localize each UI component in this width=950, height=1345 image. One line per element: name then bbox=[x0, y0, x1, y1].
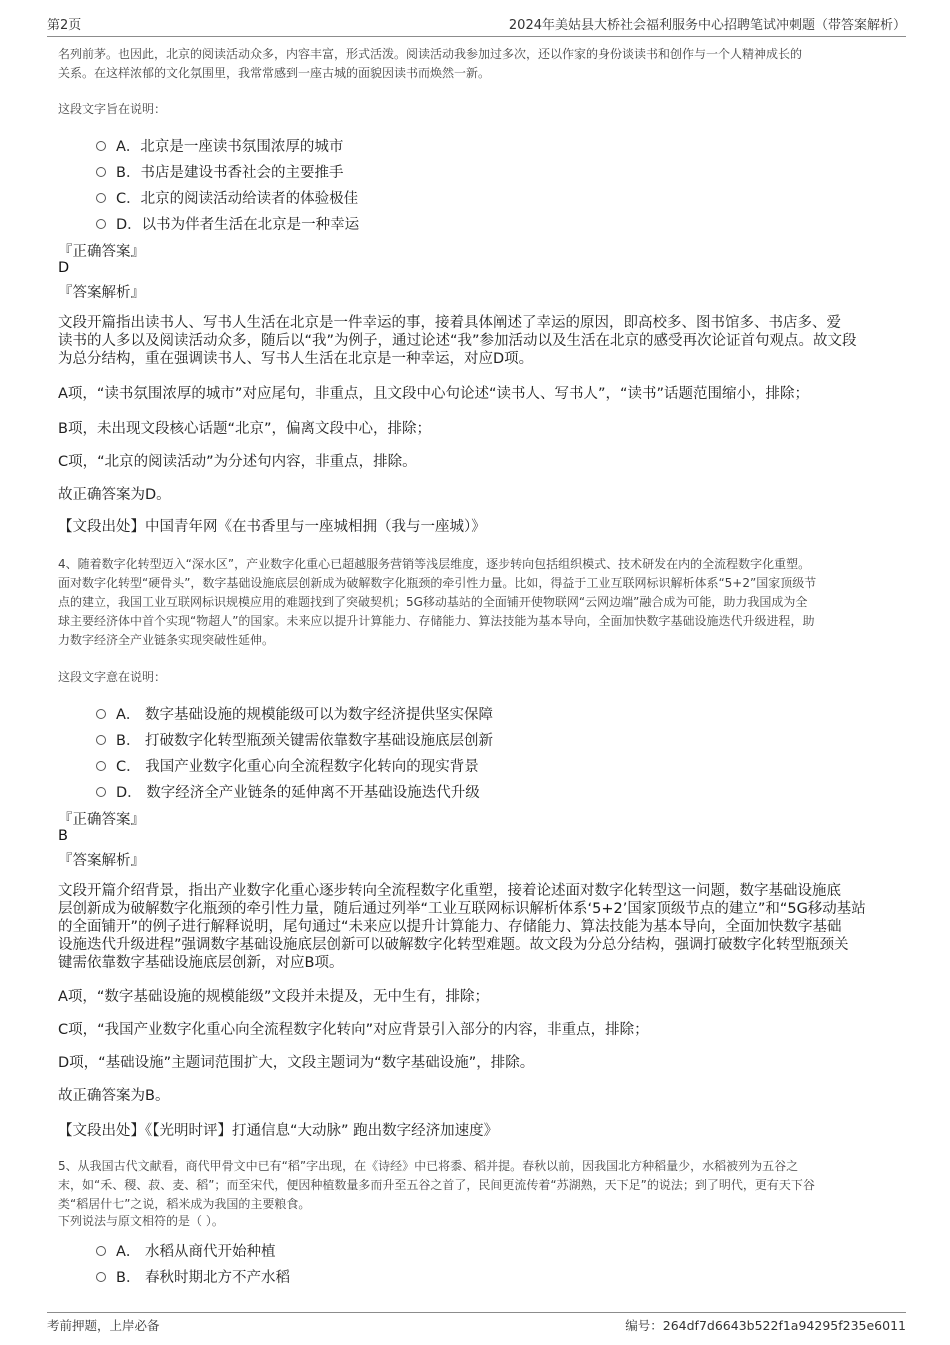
q3-source: 【文段出处】中国青年网《在书香里与一座城相拥（我与一座城）》 bbox=[58, 519, 486, 535]
q5-option-a[interactable] bbox=[96, 1240, 276, 1261]
q4-option-c[interactable] bbox=[96, 755, 479, 776]
q4-analysis-label: 『答案解析』 bbox=[58, 853, 145, 869]
q4-option-a[interactable] bbox=[96, 703, 493, 724]
q5-option-b[interactable] bbox=[96, 1266, 290, 1287]
stem-line: 下列说法与原文相符的是（ ）。 bbox=[58, 1214, 224, 1228]
q4-option-d[interactable] bbox=[96, 781, 480, 802]
q4-answer-label: 『正确答案』 bbox=[58, 812, 145, 828]
q3-answer-label: 『正确答案』 bbox=[58, 244, 145, 260]
option-label: B．书店是建设书香社会的主要推手 bbox=[116, 165, 344, 181]
radio-icon[interactable] bbox=[96, 141, 106, 151]
stem-line: 力数字经济全产业链条实现突破性延伸。 bbox=[58, 633, 275, 647]
stem-line: 面对数字化转型“硬骨头”，数字基础设施底层创新成为破解数字化瓶颈的牵引性力量。比如，得益于工业互联网标识解析体系“5+2”国家顶级节 bbox=[58, 576, 817, 590]
analysis-line: 文段开篇指出读书人、写书人生活在北京是一件幸运的事，接着具体阐述了幸运的原因，即高校多、图书馆多、书店多、爱 bbox=[58, 315, 841, 331]
q4-note-d: D项，“基础设施”主题词范围扩大，文段主题词为“数字基础设施”，排除。 bbox=[58, 1055, 535, 1071]
option-label: C．北京的阅读活动给读者的体验极佳 bbox=[116, 191, 359, 207]
radio-icon[interactable] bbox=[96, 219, 106, 229]
analysis-line: 层创新成为破解数字化瓶颈的牵引性力量，随后通过列举“工业互联网标识解析体系‘5+2’国家顶级节点的建立”和“5G移动基站 bbox=[58, 901, 866, 917]
q3-note-c: C项，“北京的阅读活动”为分述句内容，非重点，排除。 bbox=[58, 454, 417, 470]
option-label: D．以书为伴者生活在北京是一种幸运 bbox=[116, 217, 360, 233]
q3-analysis bbox=[58, 314, 857, 368]
q4-note-a: A项，“数字基础设施的规模能级”文段并未提及，无中生有，排除； bbox=[58, 989, 489, 1005]
option-label: A．北京是一座读书氛围浓厚的城市 bbox=[116, 139, 344, 155]
stem-line: 4、随着数字化转型迈入“深水区”，产业数字化重心已超越服务营销等浅层维度，逐步转向包括组织模式、技术研发在内的全流程数字化重塑。 bbox=[58, 557, 811, 571]
radio-icon[interactable] bbox=[96, 787, 106, 797]
q4-note-c: C项，“我国产业数字化重心向全流程数字化转向”对应背景引入部分的内容，非重点，排除； bbox=[58, 1022, 649, 1038]
analysis-line: 的全面铺开”的例子进行解释说明，尾句通过“未来应以提升计算能力、存储能力、算法技能为基本导向，全面加快数字基础 bbox=[58, 919, 842, 935]
q3-option-d[interactable] bbox=[96, 213, 359, 234]
q3-option-a[interactable] bbox=[96, 135, 343, 156]
page-footer bbox=[47, 1312, 906, 1335]
option-label: A． 数字基础设施的规模能级可以为数字经济提供坚实保障 bbox=[116, 707, 494, 723]
q4-answer: B bbox=[58, 828, 68, 844]
analysis-line: 文段开篇介绍背景，指出产业数字化重心逐步转向全流程数字化重塑，接着论述面对数字化转型这一问题，数字基础设施底 bbox=[58, 883, 841, 899]
q3-conclusion: 故正确答案为D。 bbox=[58, 487, 171, 503]
radio-icon[interactable] bbox=[96, 709, 106, 719]
q3-answer: D bbox=[58, 260, 70, 276]
q4-stem bbox=[58, 555, 816, 650]
radio-icon[interactable] bbox=[96, 735, 106, 745]
stem-line: 5、从我国古代文献看，商代甲骨文中已有“稻”字出现，在《诗经》中已将黍、稻并提。春秋以前，因我国北方种稻量少，水稻被列为五谷之 bbox=[58, 1159, 799, 1173]
option-label: B． 春秋时期北方不产水稻 bbox=[116, 1270, 291, 1286]
passage-line: 关系。在这样浓郁的文化氛围里，我常常感到一座古城的面貌因读书而焕然一新。 bbox=[58, 66, 491, 80]
radio-icon[interactable] bbox=[96, 193, 106, 203]
document-title: 2024年美姑县大桥社会福利服务中心招聘笔试冲刺题（带答案解析） bbox=[508, 18, 906, 33]
option-label: D． 数字经济全产业链条的延伸离不开基础设施迭代升级 bbox=[116, 785, 480, 801]
analysis-line: 键需依靠数字基础设施底层创新，对应B项。 bbox=[58, 955, 344, 971]
analysis-line: 为总分结构，重在强调读书人、写书人生活在北京是一种幸运，对应D项。 bbox=[58, 351, 534, 367]
q4-prompt: 这段文字意在说明： bbox=[58, 670, 167, 684]
option-label: A． 水稻从商代开始种植 bbox=[116, 1244, 276, 1260]
q4-option-b[interactable] bbox=[96, 729, 493, 750]
footer-serial: 编号：264df7d6643b522f1a94295f235e6011 bbox=[625, 1318, 906, 1333]
stem-line: 类“稻居什七”之说，稻米成为我国的主要粮食。 bbox=[58, 1197, 311, 1211]
stem-line: 点的建立，我国工业互联网标识规模应用的难题找到了突破契机；5G移动基站的全面铺开使物联网“云网边端”融合成为可能，助力我国成为全 bbox=[58, 595, 808, 609]
page-number: 第2页 bbox=[47, 18, 82, 33]
q3-note-b: B项，未出现文段核心话题“北京”，偏离文段中心，排除； bbox=[58, 421, 431, 437]
option-label: B． 打破数字化转型瓶颈关键需依靠数字基础设施底层创新 bbox=[116, 733, 494, 749]
page-header bbox=[47, 12, 906, 37]
q3-note-a: A项，“读书氛围浓厚的城市”对应尾句，非重点，且文段中心句论述“读书人、写书人”，“读书”话题范围缩小，排除； bbox=[58, 386, 809, 402]
q4-conclusion: 故正确答案为B。 bbox=[58, 1088, 170, 1104]
radio-icon[interactable] bbox=[96, 1246, 106, 1256]
q4-source: 【文段出处】《【光明时评】打通信息“大动脉” 跑出数字经济加速度》 bbox=[58, 1123, 499, 1139]
radio-icon[interactable] bbox=[96, 167, 106, 177]
q4-analysis bbox=[58, 882, 866, 972]
q3-option-c[interactable] bbox=[96, 187, 358, 208]
radio-icon[interactable] bbox=[96, 761, 106, 771]
q3-prompt: 这段文字旨在说明： bbox=[58, 102, 167, 116]
analysis-line: 设施迭代升级进程”强调数字基础设施底层创新可以破解数字化转型难题。故文段为分总分结构，强调打破数字化转型瓶颈关 bbox=[58, 937, 849, 953]
q3-analysis-label: 『答案解析』 bbox=[58, 285, 145, 301]
q5-stem bbox=[58, 1157, 815, 1231]
radio-icon[interactable] bbox=[96, 1272, 106, 1282]
stem-line: 球主要经济体中首个实现“物超人”的国家。未来应以提升计算能力、存储能力、算法技能为基本导向，全面加快数字基础设施迭代升级进程，助 bbox=[58, 614, 815, 628]
option-label: C． 我国产业数字化重心向全流程数字化转向的现实背景 bbox=[116, 759, 479, 775]
passage-continued bbox=[58, 45, 802, 83]
passage-line: 名列前茅。也因此，北京的阅读活动众多，内容丰富，形式活泼。阅读活动我参加过多次，还以作家的身份谈读书和创作与一个人精神成长的 bbox=[58, 47, 803, 61]
footer-slogan: 考前押题，上岸必备 bbox=[47, 1318, 160, 1333]
stem-line: 末，如“禾、稷、菽、麦、稻”；而至宋代，便因种植数量多而升至五谷之首了，民间更流传着“苏湖熟，天下足”的说法；到了明代，更有天下谷 bbox=[58, 1178, 815, 1192]
q3-option-b[interactable] bbox=[96, 161, 343, 182]
analysis-line: 读书的人多以及阅读活动众多，随后以“我”为例子，通过论述“我”参加活动以及生活在北京的感受再次论证首句观点。故文段 bbox=[58, 333, 857, 349]
